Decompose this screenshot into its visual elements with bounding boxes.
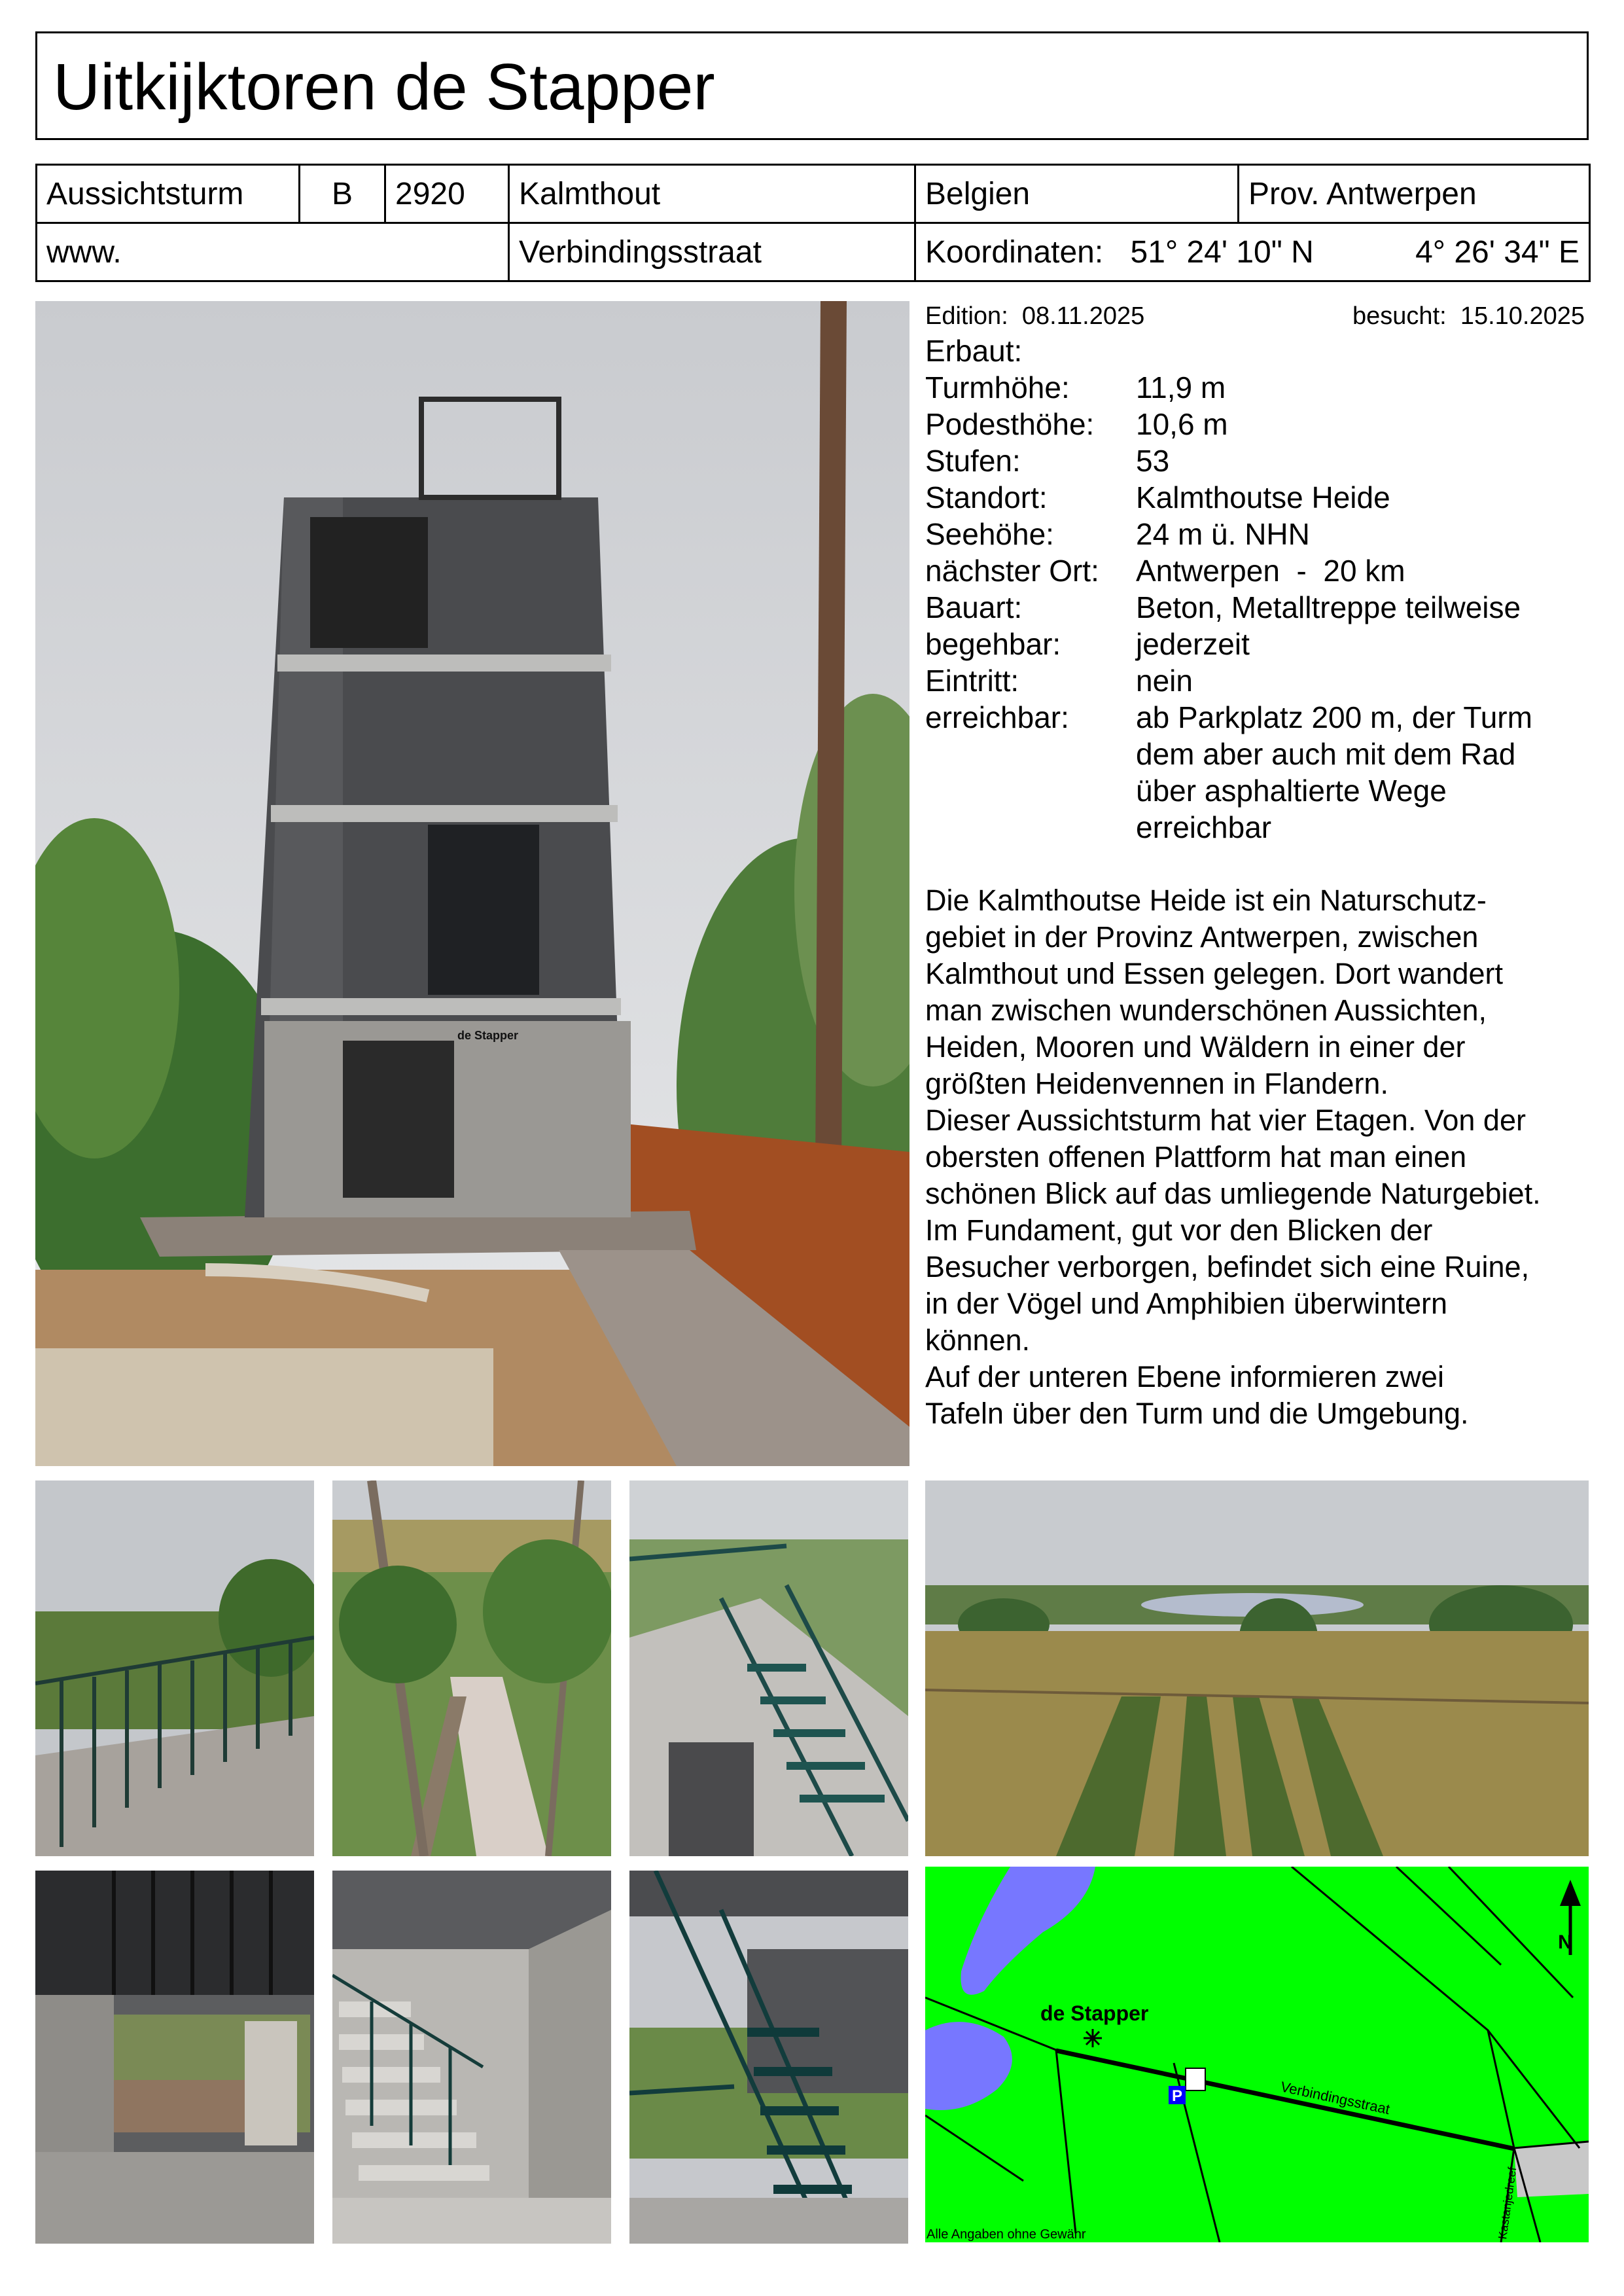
tower-sign: de Stapper [457,1029,519,1042]
visited-date: 15.10.2025 [1460,302,1585,330]
description-line: Besucher verborgen, befindet sich eine Ruine, [925,1250,1530,1283]
fact-value: Beton, Metalltreppe teilweise [1136,590,1521,624]
description-line: Kalmthout und Essen gelegen. Dort wandert [925,957,1504,990]
fact-value: ab Parkplatz 200 m, der Turm dem aber auch mit dem Rad über asphaltierte Wege erreichbar [1136,700,1532,844]
fact-row [925,369,1593,406]
postcode-cell: 2920 [385,165,509,223]
fact-value: 10,6 m [1136,407,1228,441]
fact-key: Podesthöhe: [925,407,1095,441]
description-line: können. [925,1323,1031,1357]
web-cell: www. [37,223,509,281]
fact-row [925,406,1593,442]
longitude: 4° 26' 34" E [1415,234,1580,270]
location-map [925,1867,1589,2242]
tower-marker-icon [1084,2029,1102,2047]
description-line: Im Fundament, gut vor den Blicken der [925,1213,1433,1247]
map-side-road-label: Kastanjedreef [1496,2166,1519,2240]
fact-value: nein [1136,664,1193,698]
map-parking-area [1186,2068,1205,2090]
fact-value: 53 [1136,444,1170,478]
map-road-label: Verbindingsstraat [1279,2078,1392,2118]
description-line: schönen Blick auf das umliegende Naturgebiet. [925,1177,1541,1210]
photo-spiral-staircase [629,1871,908,2244]
type-cell: Aussichtsturm [37,165,300,223]
street-cell: Verbindingsstraat [509,223,915,281]
fact-key: Seehöhe: [925,517,1054,551]
photo-view-down-boardwalk [332,1480,611,1856]
parking-label: P [1171,2087,1183,2105]
map-tower-label: de Stapper [1040,2001,1149,2025]
fact-value [1136,332,1593,369]
photo-platform-railing [35,1480,314,1856]
fact-value: 24 m ü. NHN [1136,517,1310,551]
fact-key: erreichbar: [925,700,1069,734]
edition-label: Edition: [925,302,1008,330]
fact-key: Stufen: [925,444,1021,478]
fact-row [925,479,1593,516]
photo-heath-panorama [925,1480,1589,1856]
main-tower-photo [35,301,909,1466]
fact-key: Turmhöhe: [925,370,1070,404]
info-table [35,164,1591,282]
photo-ground-floor-view [35,1871,314,2244]
coordinates-cell [915,223,1590,281]
fact-value: Antwerpen - 20 km [1136,554,1405,588]
description-line: man zwischen wunderschönen Aussichten, [925,994,1487,1027]
map-disclaimer: Alle Angaben ohne Gewähr [927,2227,1086,2242]
description-line: in der Vögel und Amphibien überwintern [925,1287,1448,1320]
page-title: Uitkijktoren de Stapper [53,50,715,124]
fact-row [925,662,1593,699]
fact-key: Bauart: [925,590,1023,624]
town-cell: Kalmthout [509,165,915,223]
fact-key: nächster Ort: [925,554,1099,588]
latitude: 51° 24' 10" N [1130,234,1314,270]
fact-value: 11,9 m [1136,370,1226,404]
province-cell: Prov. Antwerpen [1239,165,1590,223]
fact-value: jederzeit [1136,627,1250,661]
coordinates-label: Koordinaten: [925,234,1104,270]
edition-date: 08.11.2025 [1021,302,1145,330]
title-box [35,31,1589,140]
description-line: Die Kalmthoutse Heide ist ein Naturschutz- [925,884,1487,917]
description-line: Heiden, Mooren und Wäldern in einer der [925,1030,1466,1064]
country-code-cell: B [300,165,385,223]
photo-interior-stairs [332,1871,611,2244]
fact-row [925,589,1593,626]
description-line: gebiet in der Provinz Antwerpen, zwischen [925,920,1479,954]
fact-value: Kalmthoutse Heide [1136,480,1390,514]
details-panel [925,300,1593,1432]
edition-row [925,300,1593,332]
description-line: Auf der unteren Ebene informieren zwei [925,1360,1444,1393]
fact-key: Eintritt: [925,664,1019,698]
fact-key: Standort: [925,480,1048,514]
fact-row [925,332,1593,369]
description-line: größten Heidenvennen in Flandern. [925,1067,1388,1100]
visited-label: besucht: [1352,302,1447,330]
fact-row [925,442,1593,479]
description [925,882,1593,1432]
fact-row [925,516,1593,552]
description-line: obersten offenen Plattform hat man einen [925,1140,1467,1174]
description-line: Dieser Aussichtsturm hat vier Etagen. Von der [925,1103,1526,1137]
fact-row [925,552,1593,589]
fact-row [925,626,1593,662]
fact-row [925,699,1593,846]
photo-top-staircase [629,1480,908,1856]
description-line: Tafeln über den Turm und die Umgebung. [925,1397,1469,1430]
north-label: N [1558,1931,1572,1953]
fact-key: begehbar: [925,627,1061,661]
fact-key: Erbaut: [925,334,1023,368]
country-cell: Belgien [915,165,1239,223]
